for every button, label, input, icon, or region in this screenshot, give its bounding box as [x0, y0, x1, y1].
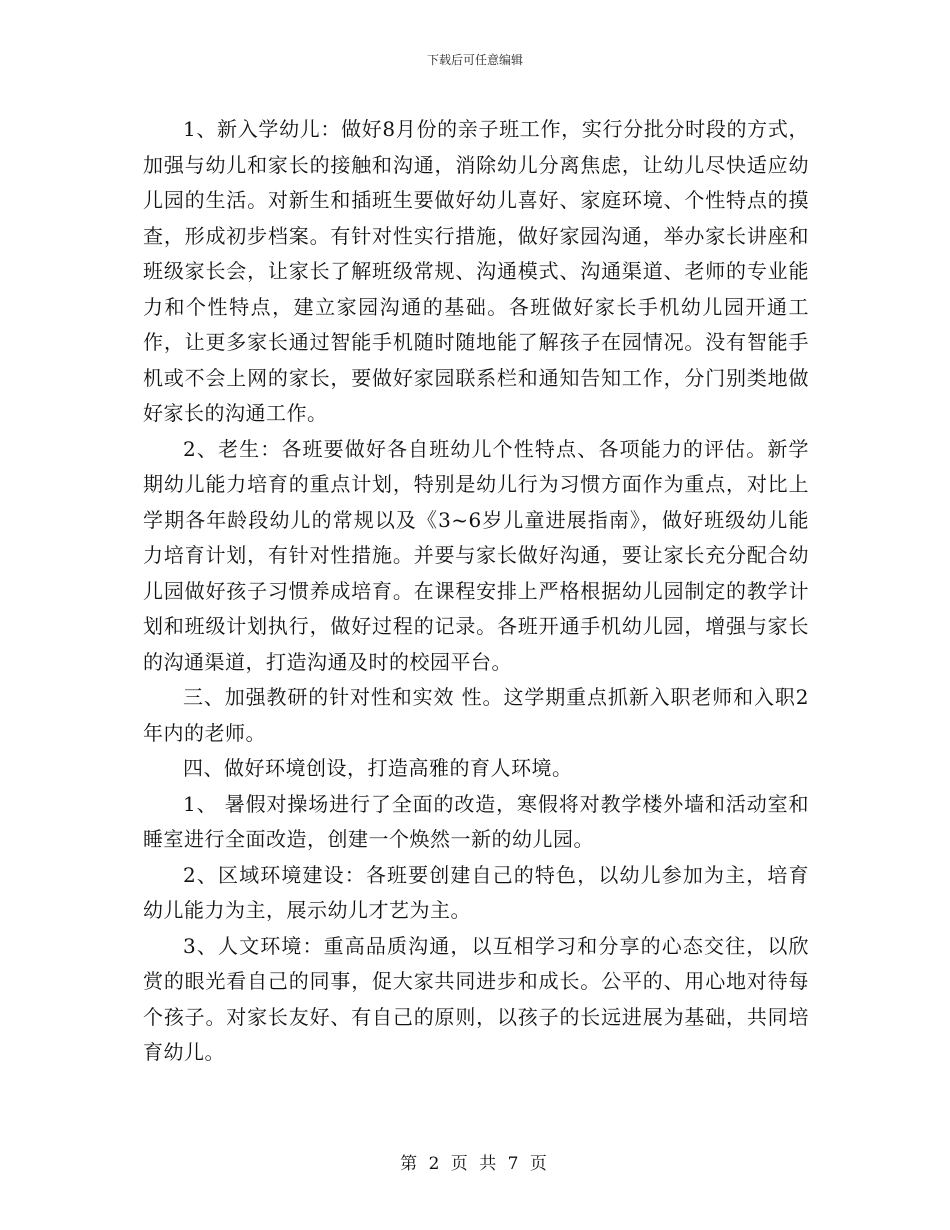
paragraph-humanistic-environment: 3、人文环境：重高品质沟通，以互相学习和分享的心态交往，以欣赏的眼光看自己的同事，促大家共同进步和成长。公平的、用心地对待每个孩子。对家长友好、有自己的原则，以孩子的长远进展为基础，共同培育幼儿。 [143, 933, 809, 1064]
paragraph-environment-heading: 四、做好环境创设，打造高雅的育人环境。 [183, 756, 573, 780]
header-note: 下载后可任意编辑 [426, 53, 523, 67]
document-body [143, 112, 809, 1071]
page-number: 第 2 页 共 7 页 [400, 1154, 550, 1174]
paragraph-renovation: 1、 暑假对操场进行了全面的改造，寒假将对教学楼外墙和活动室和睡室进行全面改造，创建一个焕然一新的幼儿园。 [143, 791, 809, 851]
paragraph-returning-students: 2、老生：各班要做好各自班幼儿个性特点、各项能力的评估。新学期幼儿能力培育的重点计划，特别是幼儿行为习惯方面作为重点，对比上学期各年龄段幼儿的常规以及《3~6岁儿童进展指南》，做好班级幼儿能力培育计划，有针对性措施。并要与家长做好沟通，要让家长充分配合幼儿园做好孩子习惯养成培育。在课程安排上严格根据幼儿园制定的教学计划和班级计划执行，做好过程的记录。各班开通手机幼儿园，增强与家长的沟通渠道，打造沟通及时的校园平台。 [143, 436, 809, 674]
paragraph-area-environment: 2、区域环境建设：各班要创建自己的特色，以幼儿参加为主，培育幼儿能力为主，展示幼儿才艺为主。 [143, 862, 809, 922]
paragraph-teaching-research: 三、加强教研的针对性和实效 性。这学期重点抓新入职老师和入职2年内的老师。 [143, 685, 809, 745]
paragraph-new-students: 1、新入学幼儿：做好8月份的亲子班工作，实行分批分时段的方式，加强与幼儿和家长的接触和沟通，消除幼儿分离焦虑，让幼儿尽快适应幼儿园的生活。对新生和插班生要做好幼儿喜好、家庭环境、个性特点的摸查，形成初步档案。有针对性实行措施，做好家园沟通，举办家长讲座和班级家长会，让家长了解班级常规、沟通模式、沟通渠道、老师的专业能力和个性特点，建立家园沟通的基础。各班做好家长手机幼儿园开通工作，让更多家长通过智能手机随时随地能了解孩子在园情况。没有智能手机或不会上网的家长，要做好家园联系栏和通知告知工作，分门别类地做好家长的沟通工作。 [143, 117, 809, 425]
